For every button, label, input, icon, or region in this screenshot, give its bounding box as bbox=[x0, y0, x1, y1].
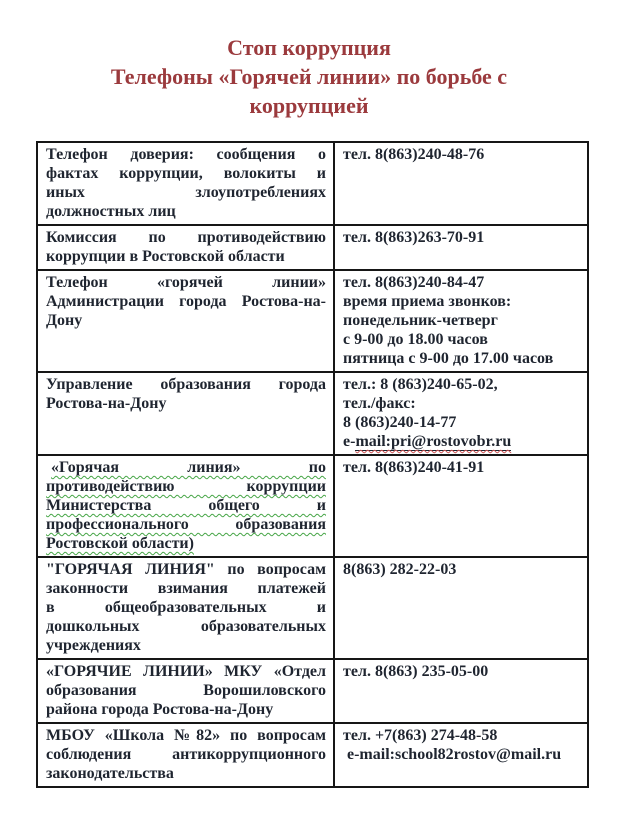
text-line: «Горячая линия» по bbox=[51, 459, 326, 476]
text-line: МБОУ «Школа №82» по вопросам bbox=[46, 727, 326, 744]
text-line: тел. 8(863) 235-05-00 bbox=[343, 663, 489, 680]
contact-cell bbox=[334, 142, 588, 225]
text-line: в общеобразовательных и bbox=[46, 599, 326, 616]
text-line: тел./факс: bbox=[343, 395, 416, 412]
table-row bbox=[37, 557, 588, 659]
text-line: противодействию коррупции bbox=[46, 478, 326, 495]
text-line: Телефон доверия: сообщения о bbox=[46, 146, 326, 163]
document-page bbox=[0, 33, 618, 827]
contact-cell bbox=[334, 659, 588, 723]
text-line: тел. 8(863)240-48-76 bbox=[343, 146, 485, 163]
text-line: района города Ростова-на-Дону bbox=[46, 701, 274, 718]
title-line-1: Стоп коррупция bbox=[227, 35, 391, 60]
hotline-table bbox=[36, 141, 589, 788]
title-line-2: Телефоны «Горячей линии» по борьбе с bbox=[110, 64, 508, 89]
text-line: образования Ворошиловского bbox=[46, 682, 326, 699]
text-line: Комиссия по противодействию bbox=[46, 229, 326, 246]
text-line: понедельник-четверг bbox=[343, 312, 498, 329]
text-line: Министерства общего и bbox=[46, 497, 326, 514]
text-line bbox=[343, 432, 580, 451]
text-line: пятница с 9-00 до 17.00 часов bbox=[343, 350, 554, 367]
description-cell bbox=[37, 723, 334, 787]
text-line: Ростовской области) bbox=[46, 535, 194, 552]
text-line: Управление образования города bbox=[46, 376, 326, 393]
text-line: время приема звонков: bbox=[343, 293, 512, 310]
table-row bbox=[37, 372, 588, 455]
text-line: «ГОРЯЧИЕ ЛИНИИ» МКУ «Отдел bbox=[46, 663, 326, 680]
text-line: Телефон «горячей линии» bbox=[46, 274, 326, 291]
text-line: 8 (863)240-14-77 bbox=[343, 414, 457, 431]
email-text: mail:pri@rostovobr.ru bbox=[355, 433, 512, 450]
text-line: коррупции в Ростовской области bbox=[46, 248, 285, 265]
table-row bbox=[37, 270, 588, 372]
contact-cell bbox=[334, 557, 588, 659]
text-line: тел. 8(863)240-41-91 bbox=[343, 459, 485, 476]
text-line: законности взимания платежей bbox=[46, 580, 326, 597]
table-row bbox=[37, 723, 588, 787]
text-line: законодательства bbox=[46, 765, 174, 782]
text-line: тел. 8(863)263-70-91 bbox=[343, 229, 485, 246]
text-line: тел. 8(863)240-84-47 bbox=[343, 274, 485, 291]
title-line-3: коррупцией bbox=[249, 93, 369, 118]
description-cell bbox=[37, 557, 334, 659]
document-title bbox=[10, 33, 608, 120]
contact-cell bbox=[334, 723, 588, 787]
description-cell bbox=[37, 270, 334, 372]
text-line: тел.: 8 (863)240-65-02, bbox=[343, 376, 498, 393]
contact-cell bbox=[334, 225, 588, 270]
table-row bbox=[37, 659, 588, 723]
text-line: дошкольных образовательных bbox=[46, 618, 326, 635]
text-line: Дону bbox=[46, 312, 83, 329]
description-cell bbox=[37, 372, 334, 455]
text-line: тел. +7(863) 274-48-58 bbox=[343, 727, 498, 744]
text-line: иных злоупотреблениях bbox=[46, 184, 326, 201]
text-segment: e- bbox=[343, 433, 356, 450]
text-line: 8(863) 282-22-03 bbox=[343, 561, 457, 578]
description-cell bbox=[37, 225, 334, 270]
text-line: e-mail:school82rostov@mail.ru bbox=[343, 746, 562, 763]
text-line: соблюдения антикоррупционного bbox=[46, 746, 326, 763]
description-cell bbox=[37, 455, 334, 557]
table-row bbox=[37, 225, 588, 270]
text-line: учреждениях bbox=[46, 637, 141, 654]
text-line: фактах коррупции, волокиты и bbox=[46, 165, 326, 182]
contact-cell bbox=[334, 455, 588, 557]
hotline-table-body bbox=[37, 142, 588, 787]
description-cell bbox=[37, 659, 334, 723]
table-row bbox=[37, 455, 588, 557]
contact-cell bbox=[334, 372, 588, 455]
text-line: Ростова-на-Дону bbox=[46, 395, 167, 412]
contact-cell bbox=[334, 270, 588, 372]
text-line: должностных лиц bbox=[46, 203, 176, 220]
text-line: "ГОРЯЧАЯ ЛИНИЯ" по вопросам bbox=[46, 561, 326, 578]
description-cell bbox=[37, 142, 334, 225]
table-row bbox=[37, 142, 588, 225]
text-line: профессионального образования bbox=[46, 516, 326, 533]
text-line: Администрации города Ростова-на- bbox=[46, 293, 326, 310]
text-line: с 9-00 до 18.00 часов bbox=[343, 331, 488, 348]
